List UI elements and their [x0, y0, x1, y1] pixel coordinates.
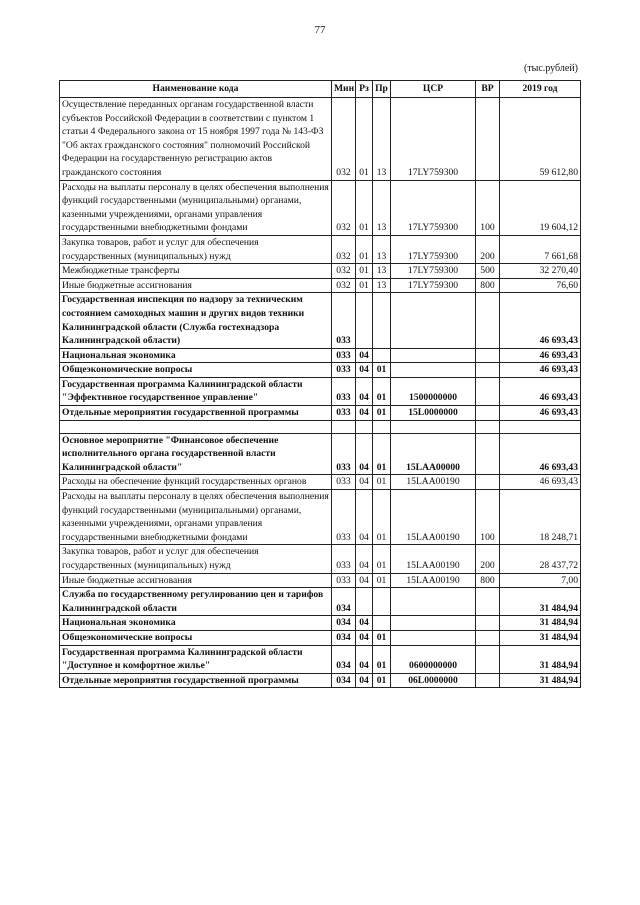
row-pr [373, 293, 391, 348]
row-name: Закупка товаров, работ и услуг для обеспечения государственных (муниципальных) нужд [60, 235, 332, 263]
row-min: 034 [332, 645, 356, 673]
row-min: 033 [332, 293, 356, 348]
row-pr [373, 616, 391, 631]
row-csr: 15LAA00190 [391, 545, 476, 573]
row-vr: 100 [476, 490, 500, 545]
table-row [60, 235, 581, 263]
spacer-row [60, 420, 581, 433]
row-name: Государственная инспекция по надзору за техническим состоянием самоходных машин и других видов техники Калининградской области (Служба гостехнадзора Калининградской области) [60, 293, 332, 348]
row-name: Закупка товаров, работ и услуг для обеспечения государственных (муниципальных) нужд [60, 545, 332, 573]
spacer-cell [356, 420, 373, 433]
row-pr [373, 348, 391, 363]
col-header-rz: Рз [356, 81, 373, 98]
row-min: 034 [332, 588, 356, 616]
row-pr [373, 588, 391, 616]
row-csr: 17LY759300 [391, 235, 476, 263]
row-csr: 17LY759300 [391, 98, 476, 181]
row-rz: 01 [356, 180, 373, 235]
row-vr [476, 673, 500, 688]
row-pr: 13 [373, 278, 391, 293]
row-amount: 31 484,94 [500, 616, 581, 631]
budget-table [59, 80, 581, 688]
table-row [60, 630, 581, 645]
spacer-cell [373, 420, 391, 433]
row-min: 033 [332, 433, 356, 475]
spacer-cell [332, 420, 356, 433]
row-pr: 01 [373, 545, 391, 573]
row-csr [391, 630, 476, 645]
row-amount: 46 693,43 [500, 363, 581, 378]
row-vr [476, 433, 500, 475]
row-csr: 15L0000000 [391, 406, 476, 421]
row-rz: 01 [356, 98, 373, 181]
row-name: Отдельные мероприятия государственной программы [60, 673, 332, 688]
row-min: 034 [332, 630, 356, 645]
row-pr: 13 [373, 264, 391, 279]
row-vr [476, 630, 500, 645]
row-vr [476, 475, 500, 490]
table-row [60, 545, 581, 573]
row-pr: 01 [373, 490, 391, 545]
row-min: 033 [332, 363, 356, 378]
row-name: Иные бюджетные ассигнования [60, 278, 332, 293]
spacer-cell [476, 420, 500, 433]
row-vr: 200 [476, 545, 500, 573]
row-amount: 31 484,94 [500, 645, 581, 673]
table-row [60, 278, 581, 293]
row-min: 032 [332, 98, 356, 181]
row-rz: 04 [356, 545, 373, 573]
table-row [60, 616, 581, 631]
row-min: 032 [332, 235, 356, 263]
row-csr [391, 293, 476, 348]
row-min: 033 [332, 490, 356, 545]
row-min: 032 [332, 278, 356, 293]
row-name: Отдельные мероприятия государственной программы [60, 406, 332, 421]
row-amount: 31 484,94 [500, 673, 581, 688]
spacer-cell [500, 420, 581, 433]
table-body [60, 98, 581, 688]
row-csr [391, 363, 476, 378]
table-row [60, 588, 581, 616]
row-pr: 01 [373, 645, 391, 673]
row-vr [476, 293, 500, 348]
row-vr [476, 363, 500, 378]
row-rz: 01 [356, 278, 373, 293]
row-amount: 32 270,40 [500, 264, 581, 279]
table-row [60, 475, 581, 490]
row-name: Общеэкономические вопросы [60, 630, 332, 645]
row-rz: 04 [356, 673, 373, 688]
row-rz: 04 [356, 616, 373, 631]
page-number: 77 [314, 24, 326, 36]
row-pr: 13 [373, 98, 391, 181]
row-amount: 46 693,43 [500, 433, 581, 475]
row-vr [476, 645, 500, 673]
row-rz [356, 588, 373, 616]
row-name: Основное мероприятие "Финансовое обеспечение исполнительного органа государственной власти Калининградской области" [60, 433, 332, 475]
row-min: 032 [332, 264, 356, 279]
spacer-cell [391, 420, 476, 433]
row-vr [476, 616, 500, 631]
row-vr: 100 [476, 180, 500, 235]
row-rz: 04 [356, 475, 373, 490]
row-name: Национальная экономика [60, 616, 332, 631]
row-amount: 59 612,80 [500, 98, 581, 181]
row-csr [391, 348, 476, 363]
row-rz: 04 [356, 630, 373, 645]
row-vr: 800 [476, 278, 500, 293]
row-pr: 01 [373, 377, 391, 405]
row-min: 033 [332, 475, 356, 490]
row-pr: 13 [373, 235, 391, 263]
col-header-min: Мин [332, 81, 356, 98]
row-csr [391, 616, 476, 631]
table-row [60, 264, 581, 279]
table-row [60, 180, 581, 235]
row-name: Иные бюджетные ассигнования [60, 573, 332, 588]
table-row [60, 645, 581, 673]
row-rz: 04 [356, 433, 373, 475]
row-pr: 01 [373, 433, 391, 475]
table-row [60, 433, 581, 475]
row-csr: 17LY759300 [391, 264, 476, 279]
row-name: Осуществление переданных органам государственной власти субъектов Российской Федерации в соответствии с пунктом 1 статьи 4 Федерального закона от 15 ноября 1997 года № 143-ФЗ "Об актах гражданского состояния" полномочий Российской Федерации на государственную регистрацию актов гражданского состояния [60, 98, 332, 181]
table-row [60, 363, 581, 378]
row-pr: 01 [373, 363, 391, 378]
row-pr: 01 [373, 573, 391, 588]
row-rz: 04 [356, 348, 373, 363]
row-name: Служба по государственному регулированию цен и тарифов Калининградской области [60, 588, 332, 616]
row-rz: 04 [356, 406, 373, 421]
row-rz: 01 [356, 264, 373, 279]
row-csr: 0600000000 [391, 645, 476, 673]
col-header-vr: ВР [476, 81, 500, 98]
row-amount: 46 693,43 [500, 377, 581, 405]
row-rz: 04 [356, 363, 373, 378]
row-vr [476, 588, 500, 616]
spacer-cell [60, 420, 332, 433]
col-header-amount: 2019 год [500, 81, 581, 98]
row-min: 033 [332, 377, 356, 405]
row-amount: 19 604,12 [500, 180, 581, 235]
row-rz: 04 [356, 377, 373, 405]
row-csr: 06L0000000 [391, 673, 476, 688]
row-rz: 04 [356, 645, 373, 673]
col-header-pr: Пр [373, 81, 391, 98]
row-vr [476, 377, 500, 405]
row-amount: 18 248,71 [500, 490, 581, 545]
row-min: 034 [332, 673, 356, 688]
row-amount: 31 484,94 [500, 588, 581, 616]
row-min: 033 [332, 573, 356, 588]
col-header-name: Наименование кода [60, 81, 332, 98]
table-row [60, 490, 581, 545]
row-pr: 13 [373, 180, 391, 235]
row-min: 034 [332, 616, 356, 631]
row-name: Общеэкономические вопросы [60, 363, 332, 378]
table-row [60, 673, 581, 688]
units-label: (тыс.рублей) [523, 63, 578, 74]
row-csr: 15LAA00190 [391, 573, 476, 588]
row-pr: 01 [373, 406, 391, 421]
row-pr: 01 [373, 630, 391, 645]
row-vr: 500 [476, 264, 500, 279]
row-csr: 15LAA00190 [391, 475, 476, 490]
table-row [60, 348, 581, 363]
row-name: Расходы на обеспечение функций государственных органов [60, 475, 332, 490]
row-amount: 31 484,94 [500, 630, 581, 645]
row-csr: 15LAA00000 [391, 433, 476, 475]
table-row [60, 98, 581, 181]
row-amount: 46 693,43 [500, 348, 581, 363]
row-pr: 01 [373, 673, 391, 688]
row-name: Государственная программа Калининградской области "Эффективное государственное управление" [60, 377, 332, 405]
row-rz [356, 293, 373, 348]
row-min: 033 [332, 348, 356, 363]
row-rz: 04 [356, 490, 373, 545]
row-amount: 46 693,43 [500, 406, 581, 421]
row-csr [391, 588, 476, 616]
row-amount: 28 437,72 [500, 545, 581, 573]
row-amount: 46 693,43 [500, 293, 581, 348]
row-amount: 7 661,68 [500, 235, 581, 263]
row-name: Национальная экономика [60, 348, 332, 363]
row-name: Межбюджетные трансферты [60, 264, 332, 279]
row-min: 033 [332, 406, 356, 421]
row-rz: 04 [356, 573, 373, 588]
row-amount: 46 693,43 [500, 475, 581, 490]
row-pr: 01 [373, 475, 391, 490]
table-row [60, 293, 581, 348]
row-vr [476, 98, 500, 181]
row-name: Расходы на выплаты персоналу в целях обеспечения выполнения функций государственными (муниципальными) органами, казенными учреждениями, органами управления государственными внебюджетными фондами [60, 490, 332, 545]
row-amount: 7,00 [500, 573, 581, 588]
row-vr [476, 406, 500, 421]
table-row [60, 573, 581, 588]
row-min: 033 [332, 545, 356, 573]
row-vr [476, 348, 500, 363]
row-name: Государственная программа Калининградской области "Доступное и комфортное жилье" [60, 645, 332, 673]
row-csr: 17LY759300 [391, 278, 476, 293]
row-csr: 15LAA00190 [391, 490, 476, 545]
row-name: Расходы на выплаты персоналу в целях обеспечения выполнения функций государственными (муниципальными) органами, казенными учреждениями, органами управления государственными внебюджетными фондами [60, 180, 332, 235]
row-amount: 76,60 [500, 278, 581, 293]
row-csr: 1500000000 [391, 377, 476, 405]
row-vr: 800 [476, 573, 500, 588]
row-vr: 200 [476, 235, 500, 263]
col-header-csr: ЦСР [391, 81, 476, 98]
header-row [60, 81, 581, 98]
row-min: 032 [332, 180, 356, 235]
table-row [60, 406, 581, 421]
table-row [60, 377, 581, 405]
row-rz: 01 [356, 235, 373, 263]
row-csr: 17LY759300 [391, 180, 476, 235]
